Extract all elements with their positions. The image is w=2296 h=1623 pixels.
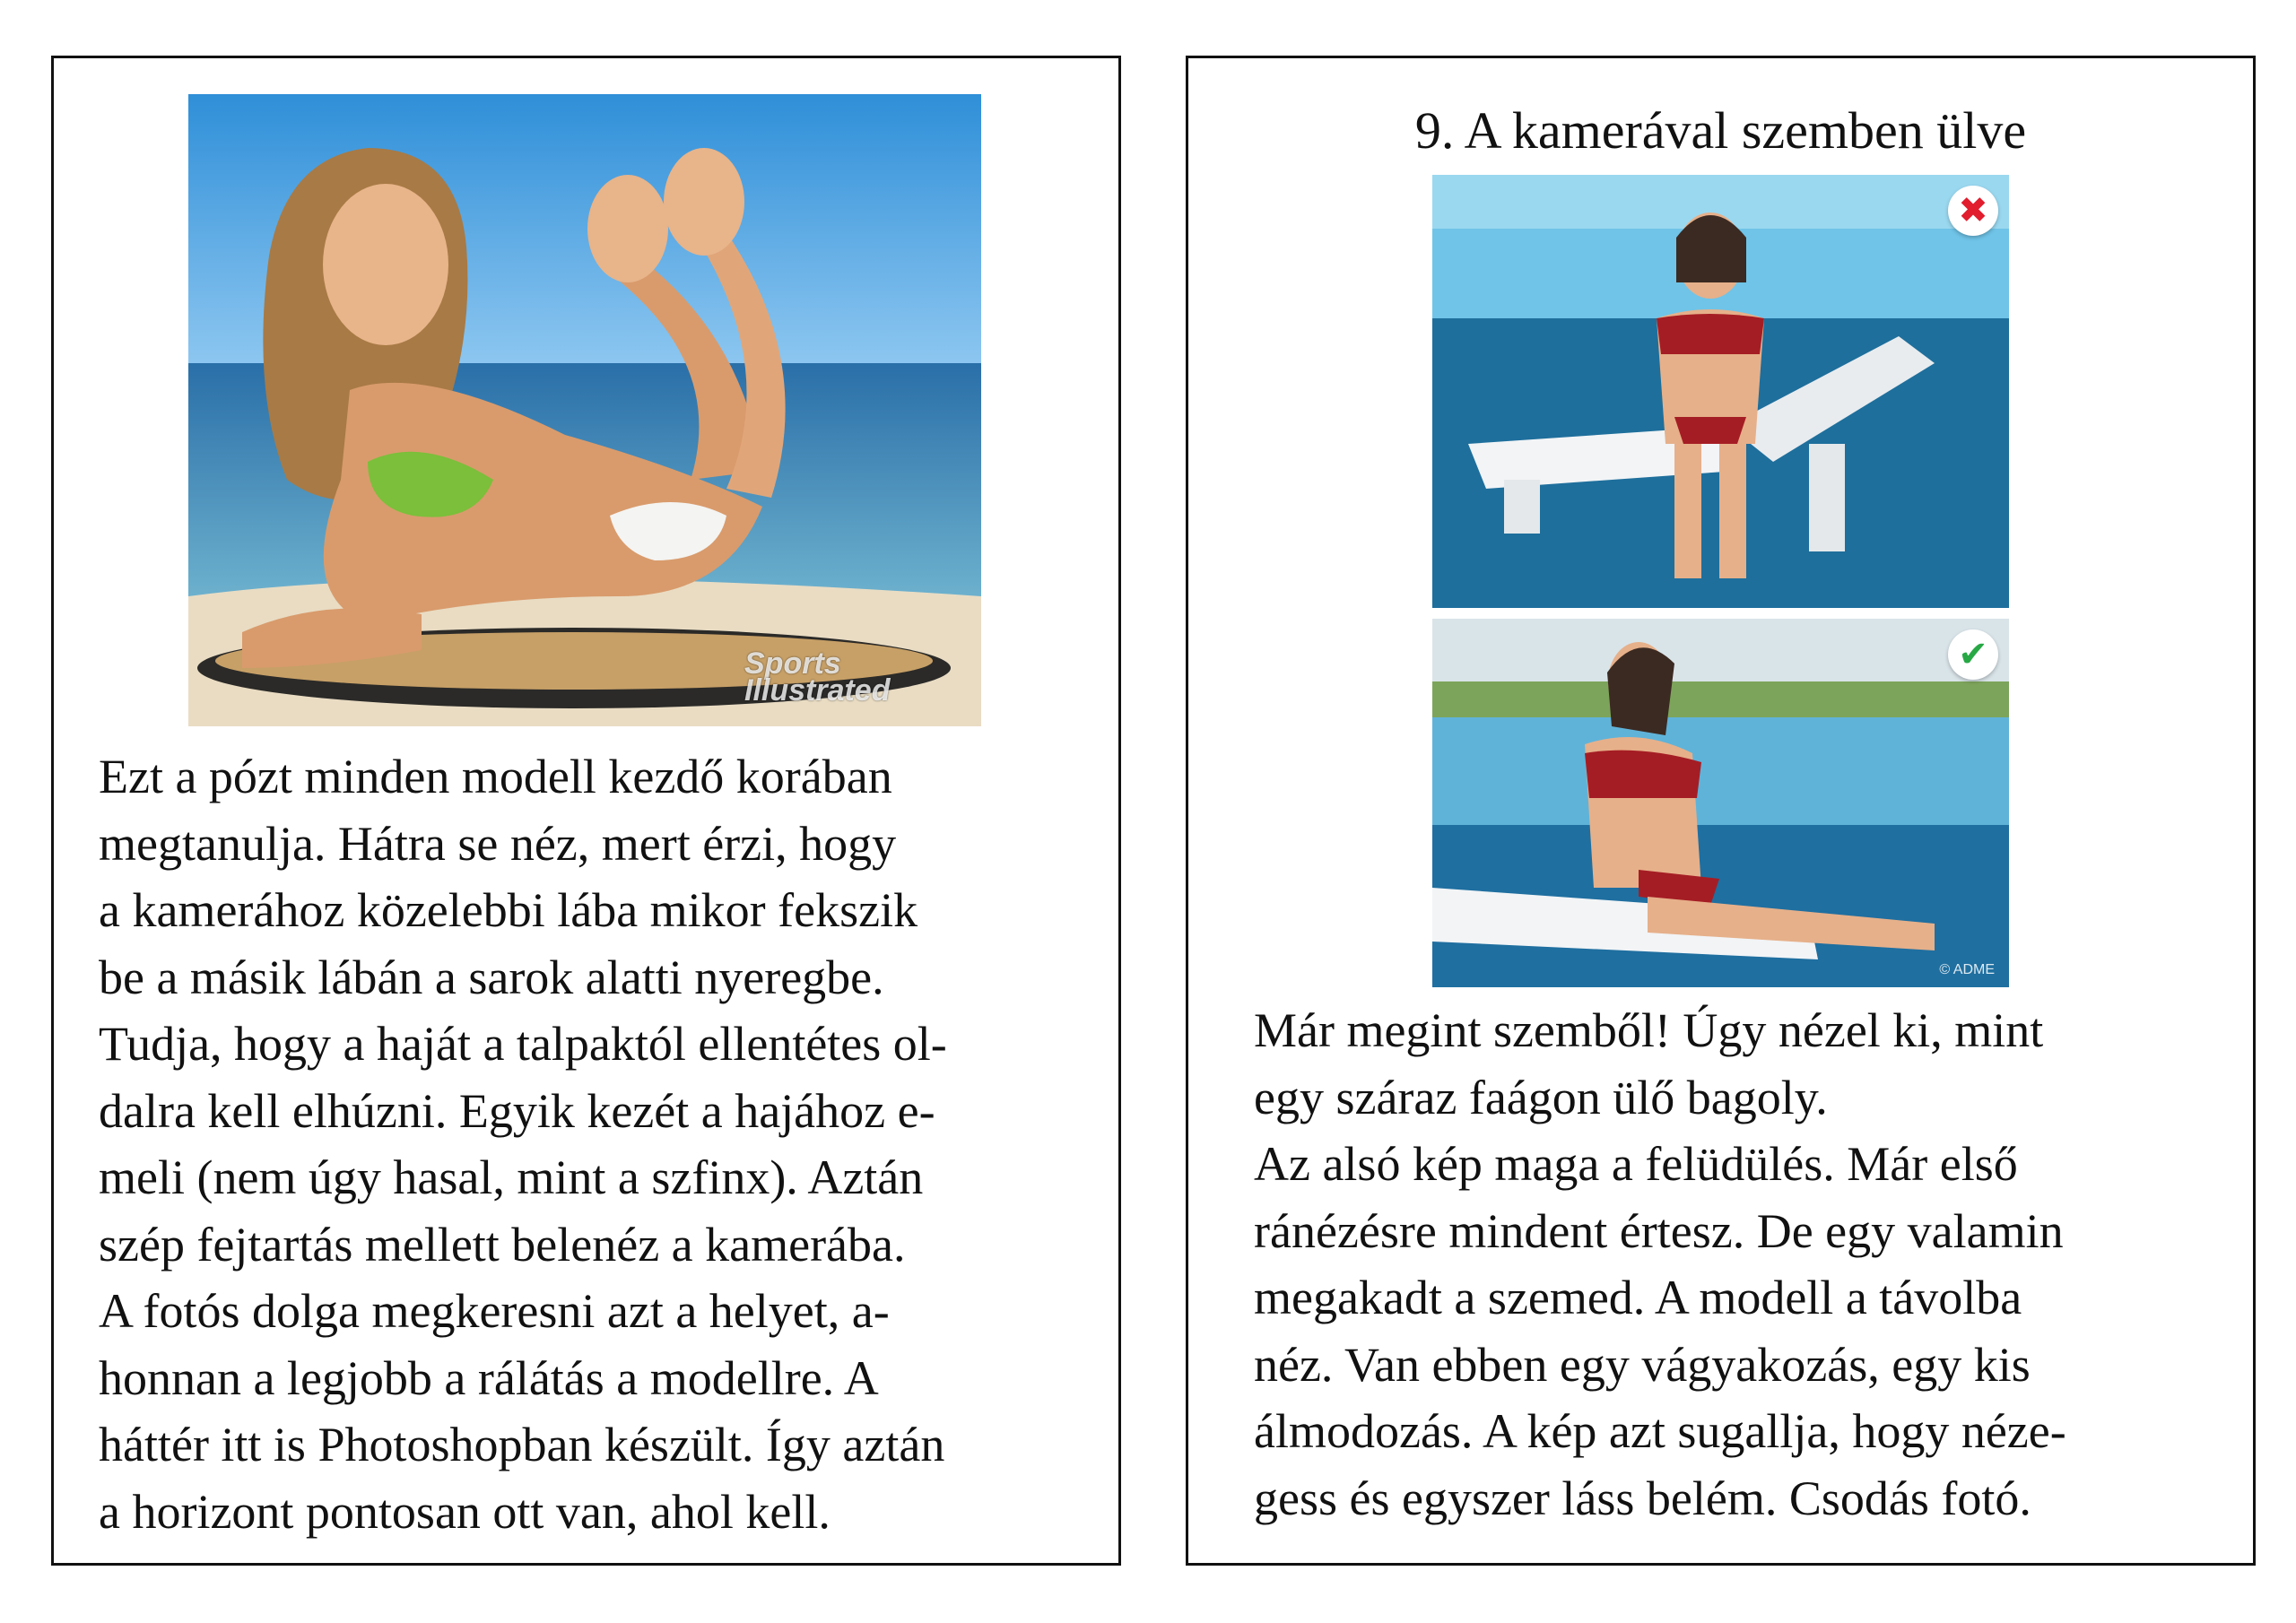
text-line: a horizont pontosan ott van, ahol kell. [99,1484,831,1539]
text-line: a kamerához közelebbi lába mikor fekszik [99,883,918,937]
text-line: gess és egyszer láss belém. Csodás fotó. [1254,1471,2031,1525]
text-line: megtanulja. Hátra se néz, mert érzi, hogy [99,816,897,871]
watermark-line-2: Illustrated [744,673,891,707]
text-line: Már megint szemből! Úgy nézel ki, mint [1254,1003,2044,1057]
left-page [51,56,1121,1566]
text-line: meli (nem úgy hasal, mint a szfinx). Aztán [99,1150,924,1204]
beach-photo-illustration [188,94,981,726]
pool-photo-top-illustration [1432,175,2009,608]
text-line: álmodozás. A kép azt sugallja, hogy néze- [1254,1404,2066,1458]
text-line: megakadt a szemed. A modell a távolba [1254,1271,2022,1324]
left-page-text [99,743,947,1545]
text-line: háttér itt is Photoshopban készült. Így aztán [99,1418,945,1471]
text-line: néz. Van ebben egy vágyakozás, egy kis [1254,1337,2031,1392]
text-line: egy száraz faágon ülő bagoly. [1254,1070,1828,1124]
pool-photo-bottom-illustration [1432,619,2009,987]
text-line: honnan a legjobb a rálátás a modellre. A [99,1350,879,1405]
right-page-text [1254,997,2066,1532]
wrong-pose-photo [1432,175,2009,608]
text-line: be a másik lábán a sarok alatti nyeregbe. [99,950,884,1004]
watermark-line-1: Sports [744,647,841,681]
right-page [1186,56,2256,1566]
text-line: dalra kell elhúzni. Egyik kezét a hajához e- [99,1083,935,1138]
beach-model-photo [188,94,981,726]
text-line: Ezt a pózt minden modell kezdő korában [99,750,892,803]
text-line: Az alsó kép maga a felüdülés. Már első [1254,1137,2018,1191]
correct-pose-photo [1432,619,2009,987]
sports-illustrated-watermark [744,647,891,707]
section-heading: 9. A kamerával szemben ülve [1414,101,2027,160]
text-line: Tudja, hogy a haját a talpaktól ellentétes ol- [99,1017,947,1071]
adme-watermark: © ADME [1939,962,1995,977]
text-line: szép fejtartás mellett belenéz a kamerába. [99,1217,906,1271]
text-line: ránézésre mindent értesz. De egy valamin [1254,1203,2064,1258]
red-x-icon: ✖ [1948,186,1998,236]
green-check-icon: ✔ [1948,629,1998,680]
text-line: A fotós dolga megkeresni azt a helyet, a- [99,1284,890,1338]
